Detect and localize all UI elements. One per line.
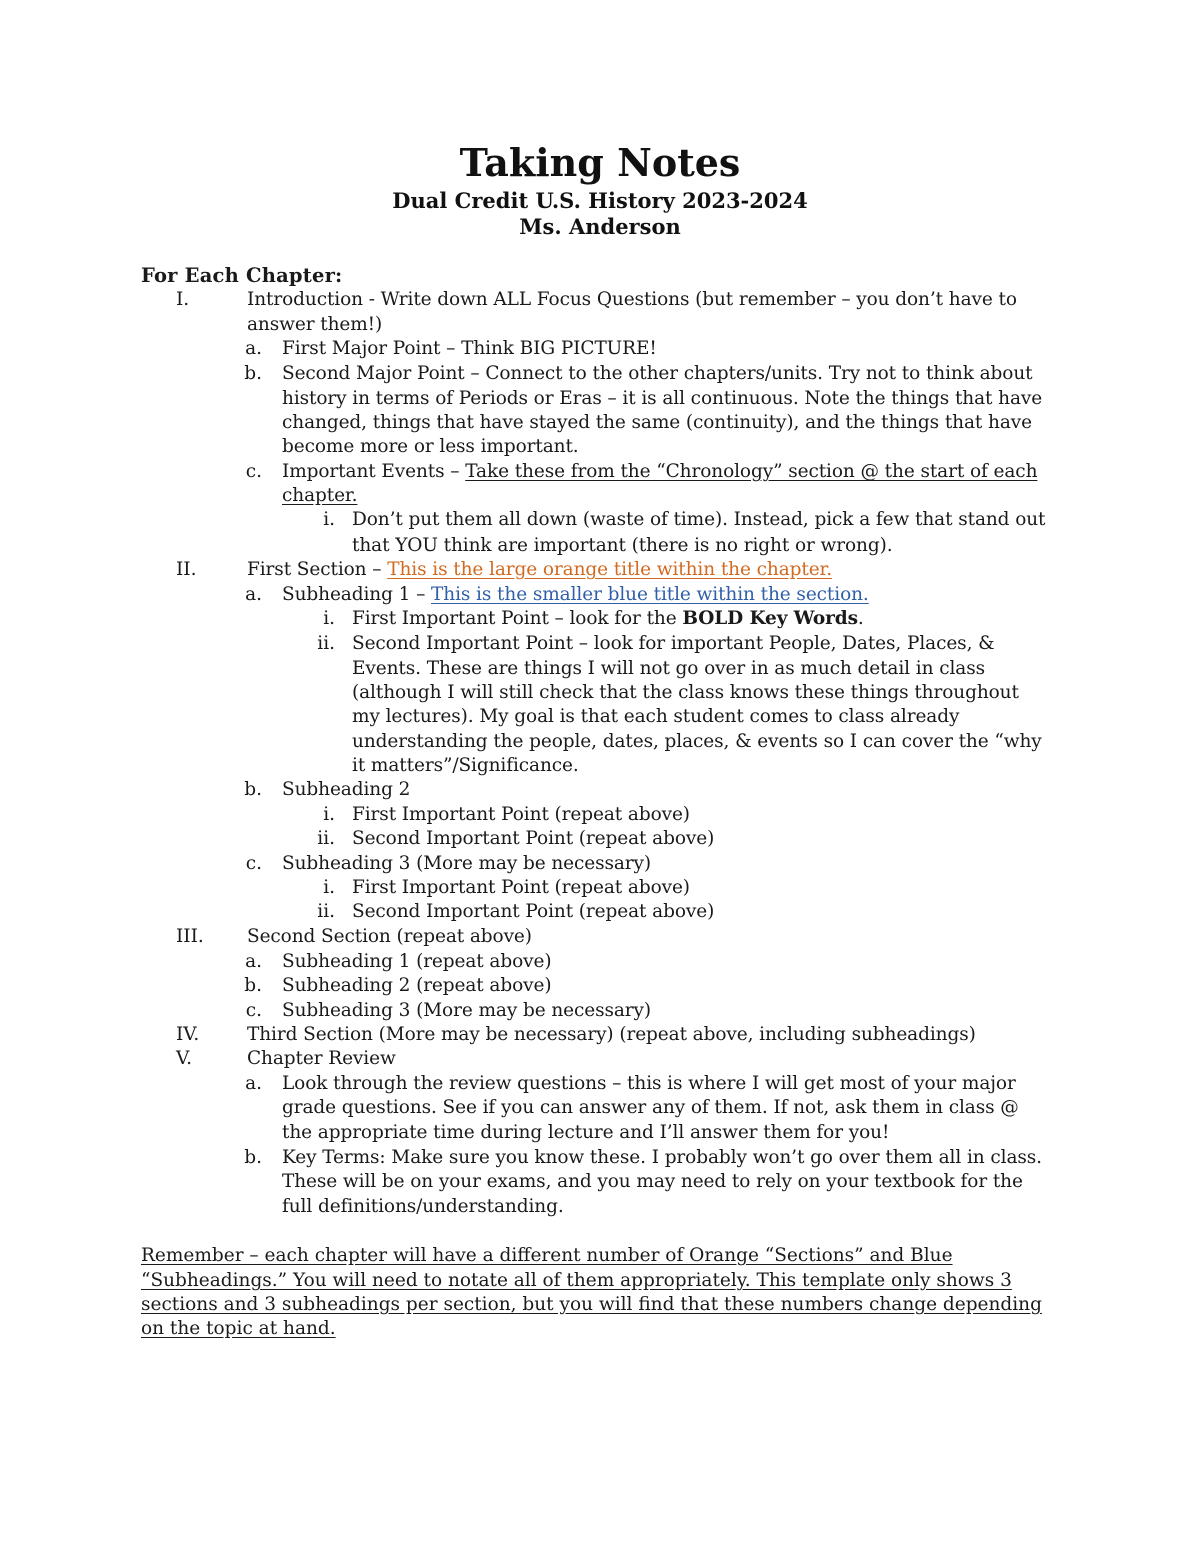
- outline-text-prefix: First Section –: [247, 559, 388, 580]
- outline-marker: a.: [245, 1073, 262, 1094]
- outline-text-suffix: .: [857, 608, 864, 629]
- outline-marker: b.: [244, 363, 262, 384]
- outline-text: Subheading 1 (repeat above): [282, 951, 552, 972]
- outline-text: Key Terms: Make sure you know these. I probably won’t go over them all in class.: [282, 1147, 1042, 1168]
- outline-text: Second Important Point (repeat above): [352, 901, 715, 922]
- outline-text: Subheading 2: [282, 779, 411, 800]
- document-title: Taking Notes: [459, 140, 741, 185]
- outline-marker: I.: [176, 289, 190, 310]
- outline-text: my lectures). My goal is that each student comes to class already: [352, 706, 960, 727]
- blue-title-note: This is the smaller blue title within the section.: [431, 584, 869, 605]
- outline-marker: b.: [244, 779, 262, 800]
- outline-marker: b.: [244, 1147, 262, 1168]
- outline-text: These will be on your exams, and you may need to rely on your textbook for the: [282, 1171, 1023, 1192]
- outline-text: changed, things that have stayed the same (continuity), and the things that have: [282, 412, 1032, 433]
- outline-text: Chapter Review: [247, 1048, 396, 1069]
- outline-marker: ii.: [317, 828, 335, 849]
- outline-text: full definitions/understanding.: [282, 1196, 564, 1217]
- outline-marker: b.: [244, 975, 262, 996]
- outline-text: Look through the review questions – this is where I will get most of your major: [282, 1073, 1016, 1094]
- outline-text: [282, 460, 1037, 484]
- outline-marker: c.: [245, 853, 262, 874]
- outline-text: Second Major Point – Connect to the other chapters/units. Try not to think about: [282, 363, 1033, 384]
- outline-text: Second Section (repeat above): [247, 926, 532, 947]
- outline-text: Second Important Point – look for important People, Dates, Places, &: [352, 633, 995, 654]
- outline-text: become more or less important.: [282, 436, 579, 457]
- outline-text: First Major Point – Think BIG PICTURE!: [282, 338, 657, 359]
- course-name: Dual Credit U.S. History 2023-2024: [392, 188, 808, 213]
- chronology-note: Take these from the “Chronology” section @ the start of each: [465, 461, 1038, 482]
- outline-text: [247, 558, 832, 582]
- outline-text-prefix: Important Events –: [282, 461, 466, 482]
- outline-marker: c.: [245, 1000, 262, 1021]
- outline-text: First Important Point (repeat above): [352, 877, 690, 898]
- outline-text: Second Important Point (repeat above): [352, 828, 715, 849]
- outline-marker: c.: [245, 461, 262, 482]
- outline-marker: i.: [323, 804, 335, 825]
- outline-text: understanding the people, dates, places, & events so I can cover the “why: [352, 731, 1042, 752]
- outline-text-prefix: First Important Point – look for the: [352, 608, 683, 629]
- outline-text: (although I will still check that the class knows these things throughout: [352, 682, 1019, 703]
- outline-text: Subheading 3 (More may be necessary): [282, 853, 652, 874]
- outline-text: Introduction - Write down ALL Focus Questions (but remember – you don’t have to: [247, 289, 1017, 310]
- outline-marker: i.: [323, 509, 335, 530]
- outline-marker: i.: [323, 608, 335, 629]
- outline-marker: a.: [245, 338, 262, 359]
- outline-marker: a.: [245, 951, 262, 972]
- reminder-text: sections and 3 subheadings per section, but you will find that these numbers change depending: [141, 1294, 1042, 1315]
- orange-title-note: This is the large orange title within the chapter.: [387, 559, 833, 580]
- reminder-text: on the topic at hand.: [141, 1318, 336, 1339]
- outline-marker: a.: [245, 584, 262, 605]
- outline-text: First Important Point (repeat above): [352, 804, 690, 825]
- outline-text: it matters”/Significance.: [352, 755, 579, 776]
- chronology-note: chapter.: [282, 485, 358, 506]
- outline-text: Events. These are things I will not go over in as much detail in class: [352, 658, 985, 679]
- outline-text: Third Section (More may be necessary) (repeat above, including subheadings): [247, 1024, 976, 1045]
- teacher-name: Ms. Anderson: [519, 214, 681, 239]
- outline-text: [282, 583, 869, 607]
- outline-text: Subheading 3 (More may be necessary): [282, 1000, 652, 1021]
- outline-marker: IV.: [176, 1024, 200, 1045]
- outline-marker: III.: [176, 926, 204, 947]
- bold-key-words: BOLD Key Words: [682, 608, 858, 629]
- outline-text: grade questions. See if you can answer any of them. If not, ask them in class @: [282, 1097, 1019, 1118]
- outline-text: answer them!): [247, 314, 383, 335]
- reminder-text: Remember – each chapter will have a different number of Orange “Sections” and Blue: [141, 1245, 953, 1266]
- outline-marker: V.: [176, 1048, 193, 1069]
- outline-text: Subheading 2 (repeat above): [282, 975, 552, 996]
- outline-marker: II.: [176, 559, 197, 580]
- outline-text-prefix: Subheading 1 –: [282, 584, 432, 605]
- outline-marker: i.: [323, 877, 335, 898]
- outline-marker: ii.: [317, 633, 335, 654]
- outline-text: [352, 607, 864, 631]
- outline-text: the appropriate time during lecture and I’ll answer them for you!: [282, 1122, 890, 1143]
- outline-text: Don’t put them all down (waste of time). Instead, pick a few that stand out: [352, 509, 1046, 530]
- outline-marker: ii.: [317, 901, 335, 922]
- reminder-text: “Subheadings.” You will need to notate all of them appropriately. This template only shows 3: [141, 1270, 1012, 1291]
- outline-text: history in terms of Periods or Eras – it is all continuous. Note the things that have: [282, 388, 1043, 409]
- section-heading: For Each Chapter:: [141, 264, 343, 287]
- outline-text: that YOU think are important (there is no right or wrong).: [352, 535, 893, 556]
